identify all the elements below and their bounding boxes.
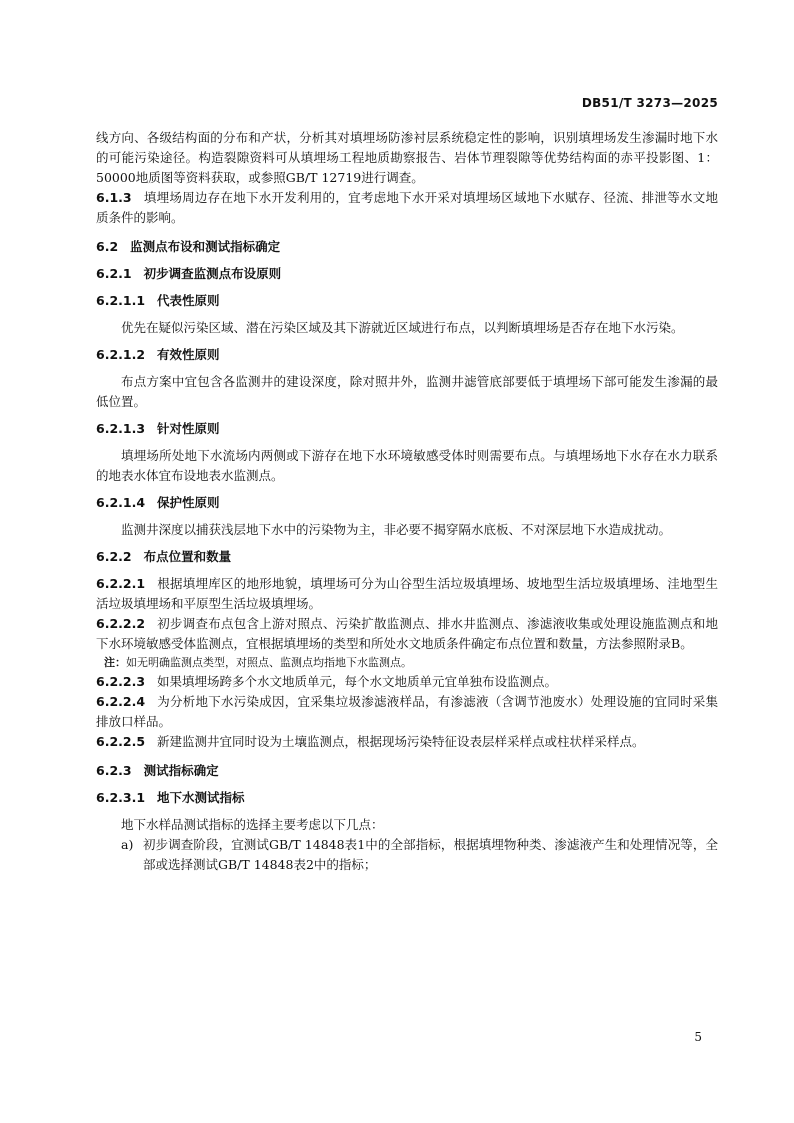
clause-6-2-2-5 bbox=[96, 732, 718, 752]
heading-title: 初步调查监测点布设原则 bbox=[143, 266, 282, 281]
heading-6-2-1 bbox=[96, 264, 718, 284]
document-body bbox=[96, 128, 718, 875]
heading-title: 代表性原则 bbox=[157, 293, 220, 308]
paragraph-6-2-1-4: 监测井深度以捕获浅层地下水中的污染物为主，非必要不揭穿隔水底板、不对深层地下水造成扰动。 bbox=[121, 522, 672, 537]
heading-6-2-1-2 bbox=[96, 345, 718, 365]
paragraph-6-2-3-1: 地下水样品测试指标的选择主要考虑以下几点： bbox=[121, 817, 384, 832]
note-text: 如无明确监测点类型，对照点、监测点均指地下水监测点。 bbox=[126, 656, 412, 669]
paragraph-continued: 线方向、各级结构面的分布和产状，分析其对填埋场防渗衬层系统稳定性的影响，识别填埋场发生渗漏时地下水的可能污染途径。构造裂隙资料可从填埋场工程地质勘察报告、岩体节理裂隙等优势结构面的赤平投影图、1：50000地质图等资料获取，或参照GB/T 12719进行调查。 bbox=[96, 130, 718, 185]
clause-number: 6.2.2.2 bbox=[96, 616, 146, 631]
note-label: 注： bbox=[104, 656, 126, 669]
clause-number: 6.2.2.1 bbox=[96, 576, 146, 591]
clause-6-2-2-2 bbox=[96, 614, 718, 654]
list-marker: a) bbox=[121, 837, 134, 852]
clause-text: 初步调查布点包含上游对照点、污染扩散监测点、排水井监测点、渗滤液收集或处理设施监测点和地下水环境敏感受体监测点，宜根据填埋场的类型和所处水文地质条件确定布点位置和数量，方法参照附录B。 bbox=[96, 616, 718, 651]
heading-title: 测试指标确定 bbox=[143, 763, 219, 778]
heading-6-2 bbox=[96, 237, 718, 257]
clause-number: 6.2.2.3 bbox=[96, 674, 146, 689]
heading-6-2-1-1 bbox=[96, 291, 718, 311]
heading-number: 6.2 bbox=[96, 239, 119, 254]
heading-number: 6.2.1.2 bbox=[96, 347, 146, 362]
clause-number: 6.2.2.4 bbox=[96, 694, 146, 709]
heading-6-2-3 bbox=[96, 761, 718, 781]
list-item-text: 初步调查阶段，宜测试GB/T 14848表1中的全部指标，根据填埋物种类、渗滤液产生和处理情况等，全部或选择测试GB/T 14848表2中的指标； bbox=[143, 837, 718, 872]
heading-number: 6.2.2 bbox=[96, 549, 132, 564]
clause-number: 6.2.2.5 bbox=[96, 734, 146, 749]
heading-number: 6.2.3.1 bbox=[96, 790, 146, 805]
clause-6-2-2-1 bbox=[96, 574, 718, 614]
paragraph-6-2-1-3: 填埋场所处地下水流场内两侧或下游存在地下水环境敏感受体时则需要布点。与填埋场地下水存在水力联系的地表水体宜布设地表水监测点。 bbox=[96, 448, 718, 483]
heading-number: 6.2.1.1 bbox=[96, 293, 146, 308]
clause-text: 为分析地下水污染成因，宜采集垃圾渗滤液样品，有渗滤液（含调节池废水）处理设施的宜同时采集排放口样品。 bbox=[96, 694, 718, 729]
heading-number: 6.2.1.3 bbox=[96, 421, 146, 436]
clause-6-2-2-4 bbox=[96, 692, 718, 732]
heading-6-2-3-1 bbox=[96, 788, 718, 808]
heading-title: 有效性原则 bbox=[157, 347, 220, 362]
paragraph-6-2-1-2: 布点方案中宜包含各监测井的建设深度，除对照井外，监测井滤管底部要低于填埋场下部可能发生渗漏的最低位置。 bbox=[96, 374, 718, 409]
heading-6-2-2 bbox=[96, 547, 718, 567]
heading-number: 6.2.1.4 bbox=[96, 495, 146, 510]
clause-text: 填埋场周边存在地下水开发利用的，宜考虑地下水开采对填埋场区域地下水赋存、径流、排泄等水文地质条件的影响。 bbox=[96, 190, 718, 225]
paragraph-6-2-1-1: 优先在疑似污染区域、潜在污染区域及其下游就近区域进行布点，以判断填埋场是否存在地下水污染。 bbox=[121, 320, 684, 335]
heading-number: 6.2.1 bbox=[96, 266, 132, 281]
clause-text: 如果填埋场跨多个水文地质单元，每个水文地质单元宜单独布设监测点。 bbox=[157, 674, 558, 689]
clause-text: 新建监测井宜同时设为土壤监测点，根据现场污染特征设表层样采样点或柱状样采样点。 bbox=[157, 734, 645, 749]
heading-number: 6.2.3 bbox=[96, 763, 132, 778]
note bbox=[96, 654, 718, 672]
heading-title: 布点位置和数量 bbox=[143, 549, 232, 564]
heading-6-2-1-4 bbox=[96, 493, 718, 513]
heading-title: 地下水测试指标 bbox=[157, 790, 245, 805]
heading-title: 针对性原则 bbox=[157, 421, 220, 436]
heading-title: 监测点布设和测试指标确定 bbox=[130, 239, 281, 254]
document-code: DB51/T 3273—2025 bbox=[581, 96, 718, 110]
clause-6-1-3 bbox=[96, 188, 718, 228]
clause-6-2-2-3 bbox=[96, 672, 718, 692]
clause-number: 6.1.3 bbox=[96, 190, 132, 205]
clause-text: 根据填埋库区的地形地貌，填埋场可分为山谷型生活垃圾填埋场、坡地型生活垃圾填埋场、洼地型生活垃圾填埋场和平原型生活垃圾填埋场。 bbox=[96, 576, 718, 611]
list-item-a bbox=[96, 835, 718, 875]
heading-title: 保护性原则 bbox=[157, 495, 220, 510]
page-number: 5 bbox=[694, 1030, 702, 1044]
heading-6-2-1-3 bbox=[96, 419, 718, 439]
